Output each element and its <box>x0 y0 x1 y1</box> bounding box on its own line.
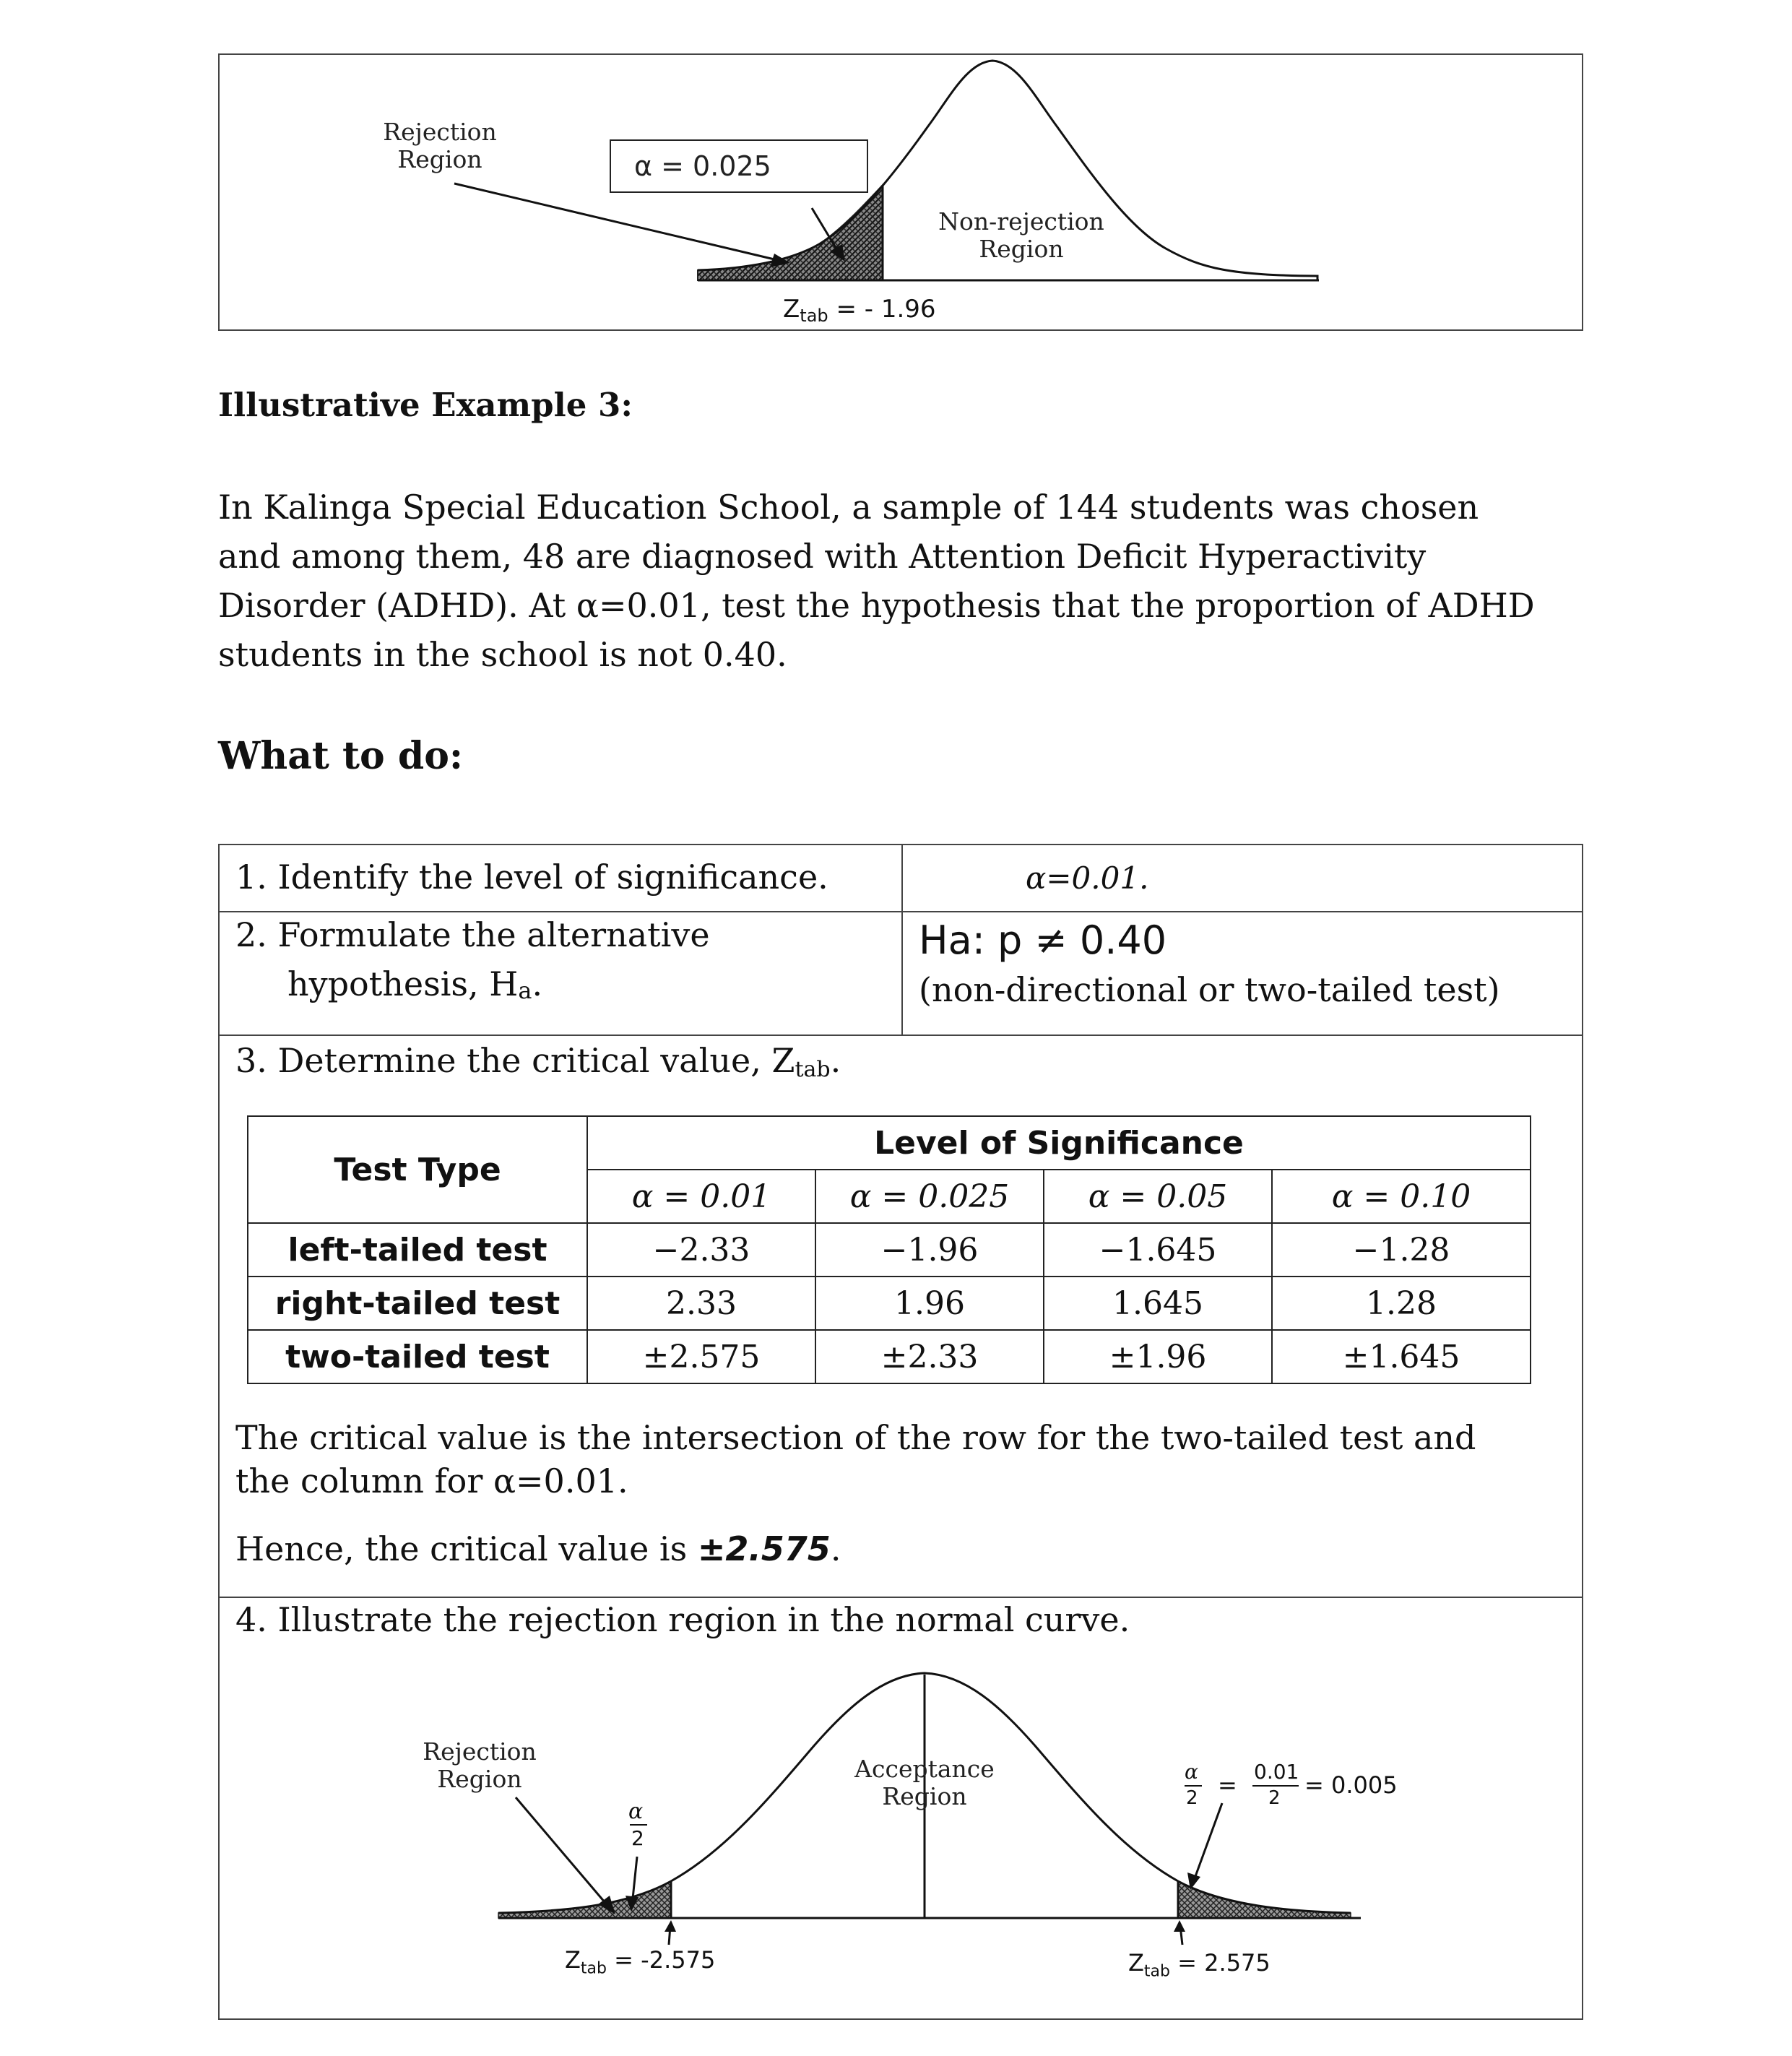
alpha-header: α = 0.01 <box>587 1170 815 1223</box>
table-cell: ±1.645 <box>1272 1330 1531 1383</box>
rejection-region-label <box>346 118 534 173</box>
paragraph-line: In Kalinga Special Education School, a sample of 144 students was chosen <box>218 488 1479 527</box>
right-alpha-arrow <box>1195 1803 1222 1878</box>
alt-hypothesis: Ha: p ≠ 0.40 <box>919 917 1167 963</box>
table-cell: ±1.96 <box>1044 1330 1272 1383</box>
label-line: Region <box>882 1781 967 1810</box>
row-label: left-tailed test <box>248 1223 587 1277</box>
alpha-header: α = 0.10 <box>1272 1170 1531 1223</box>
example-heading: Illustrative Example 3: <box>218 386 633 424</box>
two-tailed-normal-curve <box>220 845 1582 2018</box>
step2-subscript: a <box>518 977 532 1004</box>
z-symbol: Z <box>1128 1949 1144 1977</box>
z-symbol: Z <box>783 295 800 324</box>
step1-answer-value: α=0.01. <box>1026 860 1149 896</box>
test-type-note: (non-directional or two-tailed test) <box>919 970 1500 1009</box>
paragraph-line: Disorder (ADHD). At α=0.01, test the hypothesis that the proportion of ADHD <box>218 586 1535 625</box>
label-line: Acceptance <box>854 1755 995 1783</box>
step3-text-main: 3. Determine the critical value, Z <box>235 1041 795 1080</box>
corner-header: Test Type <box>248 1116 587 1223</box>
critical-value: ±2.575 <box>697 1529 831 1568</box>
left-alpha-denominator: 2 <box>631 1826 644 1850</box>
z-left-value: = -2.575 <box>607 1946 716 1974</box>
rejection-region-label <box>386 1738 573 1793</box>
step3-subscript: tab <box>795 1057 831 1082</box>
rejection-arrow <box>516 1797 605 1903</box>
normal-curve-left-tail <box>220 55 1585 332</box>
z-value: = - 1.96 <box>828 295 936 324</box>
label-line: Rejection <box>423 1737 537 1766</box>
step2-line2-text: hypothesis, H <box>287 964 519 1003</box>
z-right-value: = 2.575 <box>1170 1949 1271 1977</box>
alpha-half-result: = 0.005 <box>1304 1771 1398 1799</box>
z-symbol: Z <box>565 1946 581 1974</box>
explain-line: The critical value is the intersection of the row for the two-tailed test and <box>235 1418 1476 1457</box>
z-subscript: tab <box>580 1959 607 1978</box>
label-line: Region <box>979 234 1064 263</box>
alpha-header: α = 0.05 <box>1044 1170 1272 1223</box>
step2-line1: 2. Formulate the alternative <box>235 915 710 954</box>
z-subscript: tab <box>800 306 828 326</box>
equals-sign: = <box>1218 1771 1237 1799</box>
label-line: Non-rejection <box>938 207 1104 236</box>
rejection-arrow <box>454 183 774 259</box>
right-alpha-numerator: α <box>1185 1760 1198 1784</box>
what-to-do-heading: What to do: <box>218 734 464 778</box>
rejection-tail-shade <box>698 185 883 280</box>
left-alpha-arrow <box>633 1857 637 1899</box>
conclusion-text: Hence, the critical value is <box>235 1529 698 1568</box>
significance-header: Level of Significance <box>587 1116 1531 1170</box>
paragraph-line: students in the school is not 0.40. <box>218 635 787 674</box>
right-fraction-numerator: 0.01 <box>1254 1760 1299 1784</box>
table-cell: ±2.575 <box>587 1330 815 1383</box>
step2-end: . <box>532 964 543 1003</box>
z-right-label <box>1128 1949 1271 1980</box>
alpha-header: α = 0.025 <box>815 1170 1044 1223</box>
step3-end: . <box>830 1041 841 1080</box>
nonrejection-region-label <box>913 208 1130 263</box>
conclusion-end: . <box>830 1529 841 1568</box>
table-cell: 2.33 <box>587 1277 815 1330</box>
row-label: right-tailed test <box>248 1277 587 1330</box>
z-critical-label <box>783 295 936 326</box>
label-line: Rejection <box>383 118 497 146</box>
z-left-label <box>565 1946 715 1977</box>
table-cell: 1.28 <box>1272 1277 1531 1330</box>
row-label: two-tailed test <box>248 1330 587 1383</box>
step4-text: 4. Illustrate the rejection region in the normal curve. <box>235 1600 1130 1639</box>
table-cell: 1.96 <box>815 1277 1044 1330</box>
label-line: Region <box>397 144 482 173</box>
left-alpha-numerator: α <box>628 1799 644 1824</box>
table-cell: −1.96 <box>815 1223 1044 1277</box>
acceptance-region-label <box>816 1755 1033 1810</box>
table-cell: −1.645 <box>1044 1223 1272 1277</box>
z-subscript: tab <box>1143 1962 1170 1981</box>
steps-table <box>218 844 1583 2020</box>
label-line: Region <box>437 1764 522 1793</box>
table-cell: −2.33 <box>587 1223 815 1277</box>
table-cell: ±2.33 <box>815 1330 1044 1383</box>
table-cell: −1.28 <box>1272 1223 1531 1277</box>
explain-line: the column for α=0.01. <box>235 1461 628 1500</box>
right-fraction-denominator: 2 <box>1268 1787 1281 1809</box>
step1-text: 1. Identify the level of significance. <box>235 858 828 897</box>
table-cell: 1.645 <box>1044 1277 1272 1330</box>
alpha-value: α = 0.025 <box>634 150 771 182</box>
right-alpha-denominator: 2 <box>1186 1787 1198 1809</box>
alpha-box <box>610 139 868 193</box>
paragraph-line: and among them, 48 are diagnosed with Attention Deficit Hyperactivity <box>218 537 1427 576</box>
one-tailed-figure <box>218 53 1583 331</box>
example-paragraph <box>218 483 1590 679</box>
